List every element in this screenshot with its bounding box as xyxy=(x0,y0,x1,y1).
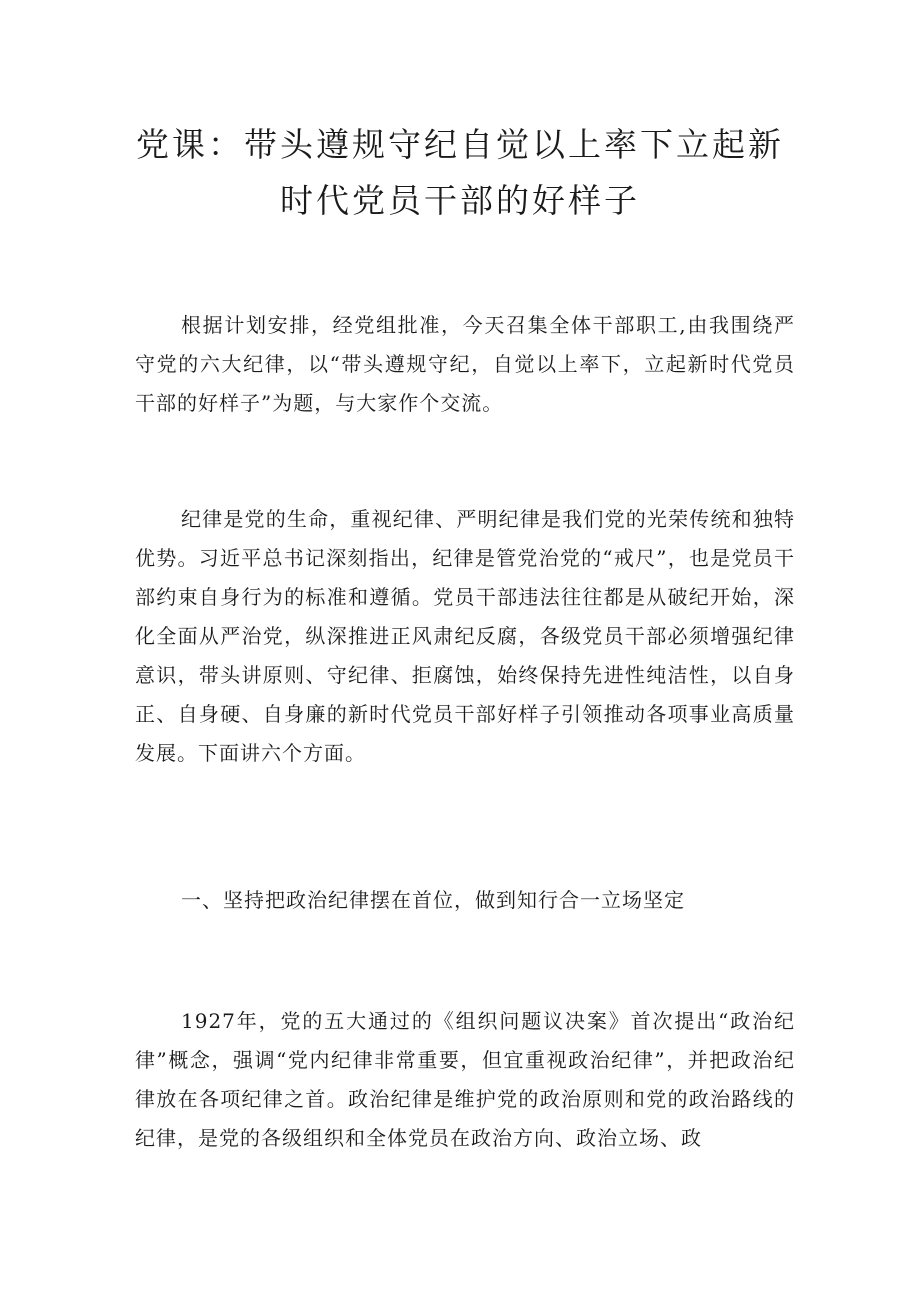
document-title-line-2: 时代党员干部的好样子 xyxy=(280,181,640,220)
section-1-paragraph: 1927年，党的五大通过的《组织问题议决案》首次提出“政治纪律”概念，强调“党内纪律非常重要，但宜重视政治纪律”，并把政治纪律放在各项纪律之首。政治纪律是维护党的政治原则和党的政治路线的纪律，是党的各级组织和全体党员在政治方向、政治立场、政 xyxy=(135,1009,795,1150)
document-title-line-1: 党课：带头遵规守纪自觉以上率下立起新 xyxy=(136,125,784,164)
intro-paragraph: 根据计划安排，经党组批准，今天召集全体干部职工,由我围绕严守党的六大纪律，以“带头遵规守纪，自觉以上率下，立起新时代党员干部的好样子”为题，与大家作个交流。 xyxy=(135,313,795,415)
section-heading-1: 一、坚持把政治纪律摆在首位，做到知行合一立场坚定 xyxy=(181,888,685,912)
discipline-paragraph: 纪律是党的生命，重视纪律、严明纪律是我们党的光荣传统和独特优势。习近平总书记深刻指出，纪律是管党治党的“戒尺”，也是党员干部约束自身行为的标准和遵循。党员干部违法往往都是从破纪开始，深化全面从严治党，纵深推进正风肃纪反腐，各级党员干部必须增强纪律意识，带头讲原则、守纪律、拒腐蚀，始终保持先进性纯洁性，以自身正、自身硬、自身廉的新时代党员干部好样子引领推动各项事业高质量发展。下面讲六个方面。 xyxy=(135,507,795,765)
